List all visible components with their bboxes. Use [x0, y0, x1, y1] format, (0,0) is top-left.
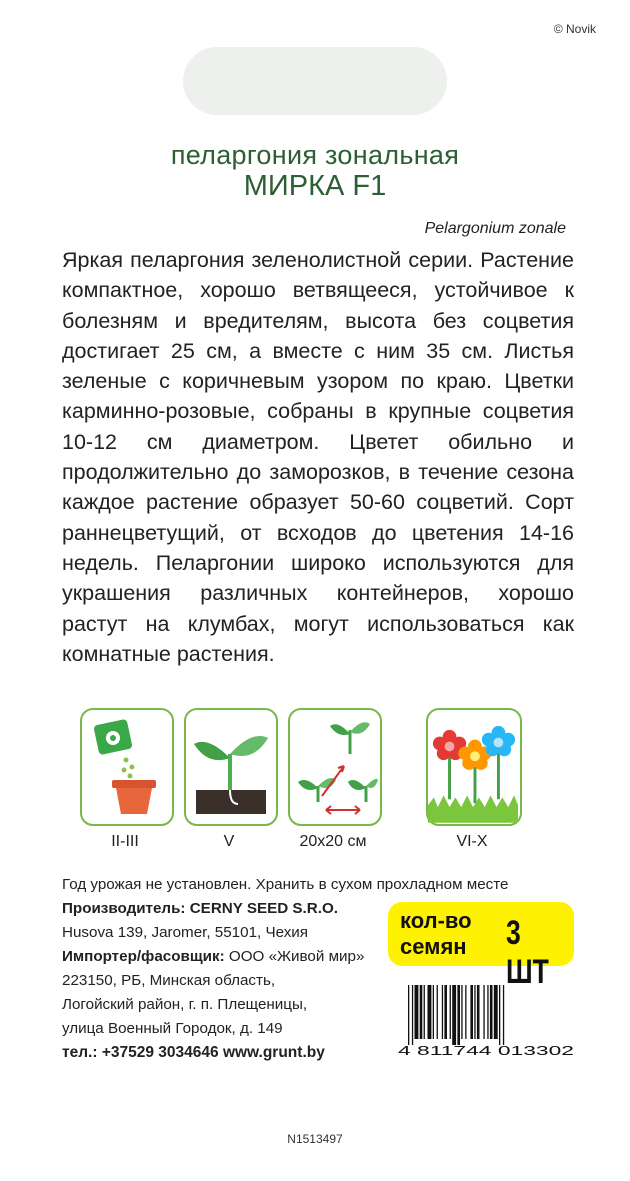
- seedling-box: [184, 708, 278, 826]
- storage-note: Год урожая не установлен. Хранить в сухом прохладном месте: [62, 876, 509, 893]
- barcode: [398, 985, 575, 1058]
- seedling-in-soil-icon: [186, 710, 276, 824]
- importer-label: Импортер/фасовщик:: [62, 948, 225, 965]
- sowing-pot-icon: [82, 710, 172, 824]
- seed-count-label-1: кол-во: [400, 908, 472, 933]
- sowing-period-label: II-III: [111, 833, 139, 850]
- planting-month-label: V: [223, 833, 235, 850]
- variety-title: МИРКА F1: [243, 170, 387, 202]
- sowing-box: [80, 708, 174, 826]
- flowering-icon: [428, 710, 518, 824]
- product-type-title: пеларгония зональная: [170, 140, 460, 170]
- manufacturer-address: Husova 139, Jaromer, 55101, Чехия: [62, 924, 309, 941]
- importer-name: ООО «Живой мир»: [228, 948, 365, 965]
- latin-name: Pelargonium zonale: [424, 220, 566, 237]
- seed-count-value: 3 ШТ: [506, 914, 549, 991]
- spacing-label: 20x20 см: [299, 833, 367, 850]
- flowering-period-label: VI-X: [456, 833, 488, 850]
- seed-count-badge: [388, 902, 574, 991]
- batch-code: N1513497: [287, 1132, 343, 1146]
- address-line-3: улица Военный Городок, д. 149: [62, 1020, 283, 1037]
- contacts-line: тел.: +37529 3034646 www.grunt.by: [62, 1044, 325, 1061]
- planting-spacing-icon: [290, 710, 380, 824]
- spacing-box: [288, 708, 382, 826]
- flowering-box: [426, 708, 522, 826]
- copyright-text: © Novik: [553, 22, 596, 36]
- seed-count-label-2: семян: [400, 934, 467, 959]
- product-description: Яркая пеларгония зеленолистной серии. Растение компактное, хорошо ветвящееся, устойчивое к болезням и вредителям, высота без соцветия достигает 25 см, а вместе с ним 35 см. Листья зеленые с коричневым узором по краю. Цветки карминно-розовые, собраны в крупные соцветия 10-12 см диаметром. Цветет обильно и продолжительно до заморозков, в течение сезона каждое растение образует 50-60 соцветий. Сорт раннецветущий, от всходов до цветения 14-16 недель. Пеларгонии широко используются для украшения различных контейнеров, хорошо растут на клумбах, могут использоваться как комнатные растения.: [62, 248, 574, 666]
- importer-line: [62, 948, 364, 965]
- growing-icons-row: [0, 708, 630, 858]
- manufacturer-label: Производитель:: [62, 900, 186, 917]
- barcode-digits: 4 811744 013302: [398, 1044, 575, 1058]
- manufacturer-name: CERNY SEED S.R.O.: [189, 900, 338, 917]
- manufacturer-line: [62, 900, 338, 917]
- address-line-2: Логойский район, г. п. Плещеницы,: [62, 996, 308, 1013]
- hang-hole: [183, 47, 447, 115]
- address-line-1: 223150, РБ, Минская область,: [62, 972, 276, 989]
